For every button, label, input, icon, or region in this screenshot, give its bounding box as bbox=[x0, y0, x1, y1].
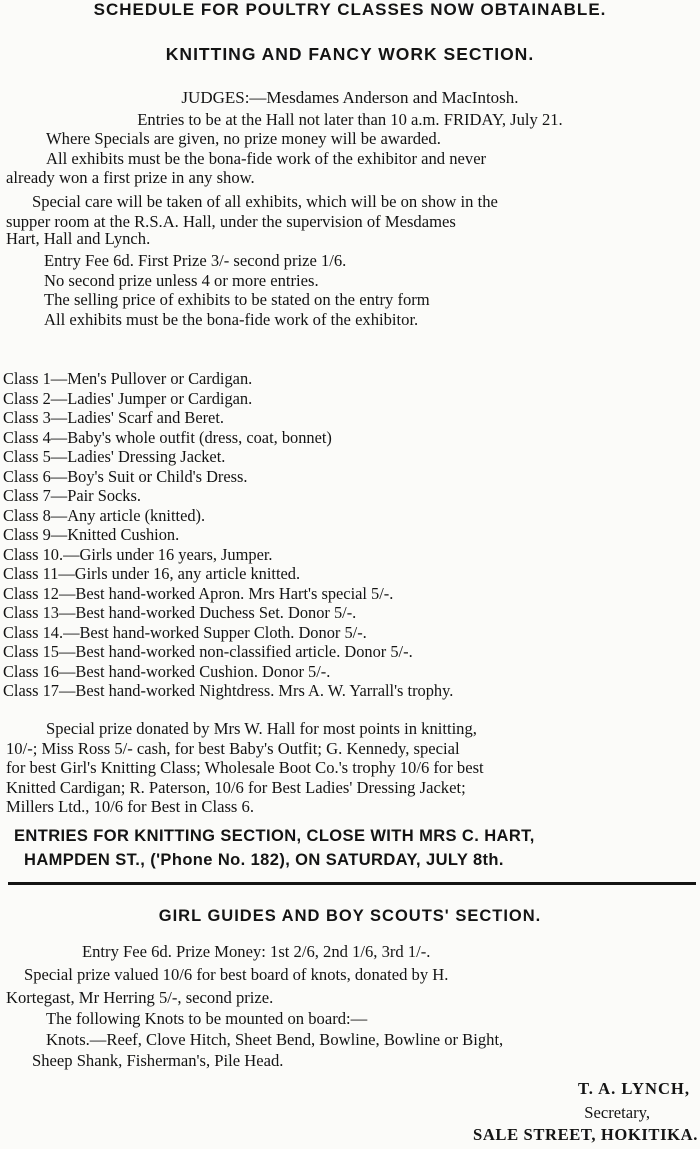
secretary-address: SALE STREET, HOKITIKA. bbox=[473, 1125, 698, 1144]
class-list bbox=[3, 369, 694, 701]
class-item: Class 3—Ladies' Scarf and Beret. bbox=[3, 408, 224, 427]
rule-line: All exhibits must be the bona-fide work of the exhibitor and never bbox=[46, 148, 487, 168]
rule-line: supper room at the R.S.A. Hall, under the supervision of Mesdames bbox=[6, 211, 456, 231]
special-line: Special prize donated by Mrs W. Hall for most points in knitting, bbox=[46, 719, 477, 738]
rule-line: The selling price of exhibits to be stated on the entry form bbox=[44, 290, 430, 310]
knitting-section-title: KNITTING AND FANCY WORK SECTION. bbox=[165, 44, 535, 64]
special-line: for best Girl's Knitting Class; Wholesale Boot Co.'s trophy 10/6 for best bbox=[6, 758, 484, 778]
class-item: Class 4—Baby's whole outfit (dress, coat, bonnet) bbox=[3, 427, 332, 447]
scouts-line: Knots.—Reef, Clove Hitch, Sheet Bend, Bowline, Bowline or Bight, bbox=[46, 1030, 504, 1049]
closing-line: ENTRIES FOR KNITTING SECTION, CLOSE WITH MRS C. HART, bbox=[14, 827, 535, 845]
class-item: Class 2—Ladies' Jumper or Cardigan. bbox=[3, 388, 253, 408]
special-prizes bbox=[6, 719, 694, 817]
closing-line: HAMPDEN ST., ('Phone No. 182), ON SATURDAY, JULY 8th. bbox=[24, 851, 504, 869]
special-line: Knitted Cardigan; R. Paterson, 10/6 for Best Ladies' Dressing Jacket; bbox=[6, 777, 466, 797]
class-item: Class 17—Best hand-worked Nightdress. Mrs A. W. Yarrall's trophy. bbox=[3, 681, 454, 700]
class-item: Class 1—Men's Pullover or Cardigan. bbox=[3, 369, 253, 388]
rule-line: Special care will be taken of all exhibits, which will be on show in the bbox=[32, 191, 498, 211]
scouts-line: Sheep Shank, Fisherman's, Pile Head. bbox=[32, 1051, 284, 1070]
poultry-header: SCHEDULE FOR POULTRY CLASSES NOW OBTAINABLE. bbox=[93, 0, 607, 19]
class-item: Class 13—Best hand-worked Duchess Set. Donor 5/-. bbox=[3, 603, 357, 622]
rule-line: All exhibits must be the bona-fide work of the exhibitor. bbox=[44, 309, 419, 329]
class-item: Class 11—Girls under 16, any article knitted. bbox=[3, 564, 301, 583]
scouts-line: Special prize valued 10/6 for best board of knots, donated by H. bbox=[24, 965, 449, 984]
scouts-body bbox=[6, 941, 694, 1071]
rule-line: already won a first prize in any show. bbox=[6, 168, 255, 188]
knitting-rules bbox=[6, 88, 694, 330]
class-item: Class 12—Best hand-worked Apron. Mrs Hart's special 5/-. bbox=[3, 583, 394, 603]
rule-line: Where Specials are given, no prize money will be awarded. bbox=[46, 129, 441, 149]
special-line: 10/-; Miss Ross 5/- cash, for best Baby's Outfit; G. Kennedy, special bbox=[6, 738, 460, 758]
class-item: Class 9—Knitted Cushion. bbox=[3, 525, 180, 544]
class-item: Class 8—Any article (knitted). bbox=[3, 505, 206, 525]
class-item: Class 10.—Girls under 16 years, Jumper. bbox=[3, 544, 273, 564]
scouts-line: The following Knots to be mounted on board:— bbox=[46, 1009, 368, 1028]
class-item: Class 5—Ladies' Dressing Jacket. bbox=[3, 447, 226, 466]
section-divider bbox=[8, 882, 696, 885]
rule-line: Hart, Hall and Lynch. bbox=[6, 229, 151, 249]
rule-line: Entries to be at the Hall not later than 10 a.m. FRIDAY, July 21. bbox=[137, 109, 563, 129]
special-line: Millers Ltd., 10/6 for Best in Class 6. bbox=[6, 797, 254, 817]
rule-line: Entry Fee 6d. First Prize 3/- second prize 1/6. bbox=[44, 251, 347, 271]
scouts-line: Entry Fee 6d. Prize Money: 1st 2/6, 2nd 1/6, 3rd 1/-. bbox=[82, 942, 431, 961]
class-item: Class 15—Best hand-worked non-classified article. Donor 5/-. bbox=[3, 642, 413, 661]
judges-line: JUDGES:—Mesdames Anderson and MacIntosh. bbox=[181, 88, 519, 107]
closing-notice bbox=[6, 824, 694, 872]
secretary-role: Secretary, bbox=[584, 1103, 650, 1122]
secretary-name: T. A. LYNCH, bbox=[577, 1079, 690, 1098]
class-item: Class 14.—Best hand-worked Supper Cloth. Donor 5/-. bbox=[3, 622, 367, 642]
class-item: Class 6—Boy's Suit or Child's Dress. bbox=[3, 466, 248, 486]
rule-line: No second prize unless 4 or more entries. bbox=[44, 270, 319, 290]
scouts-line: Kortegast, Mr Herring 5/-, second prize. bbox=[6, 988, 274, 1007]
scouts-section-title: GIRL GUIDES AND BOY SCOUTS' SECTION. bbox=[158, 907, 542, 925]
class-item: Class 7—Pair Socks. bbox=[3, 486, 141, 505]
class-item: Class 16—Best hand-worked Cushion. Donor 5/-. bbox=[3, 661, 331, 681]
